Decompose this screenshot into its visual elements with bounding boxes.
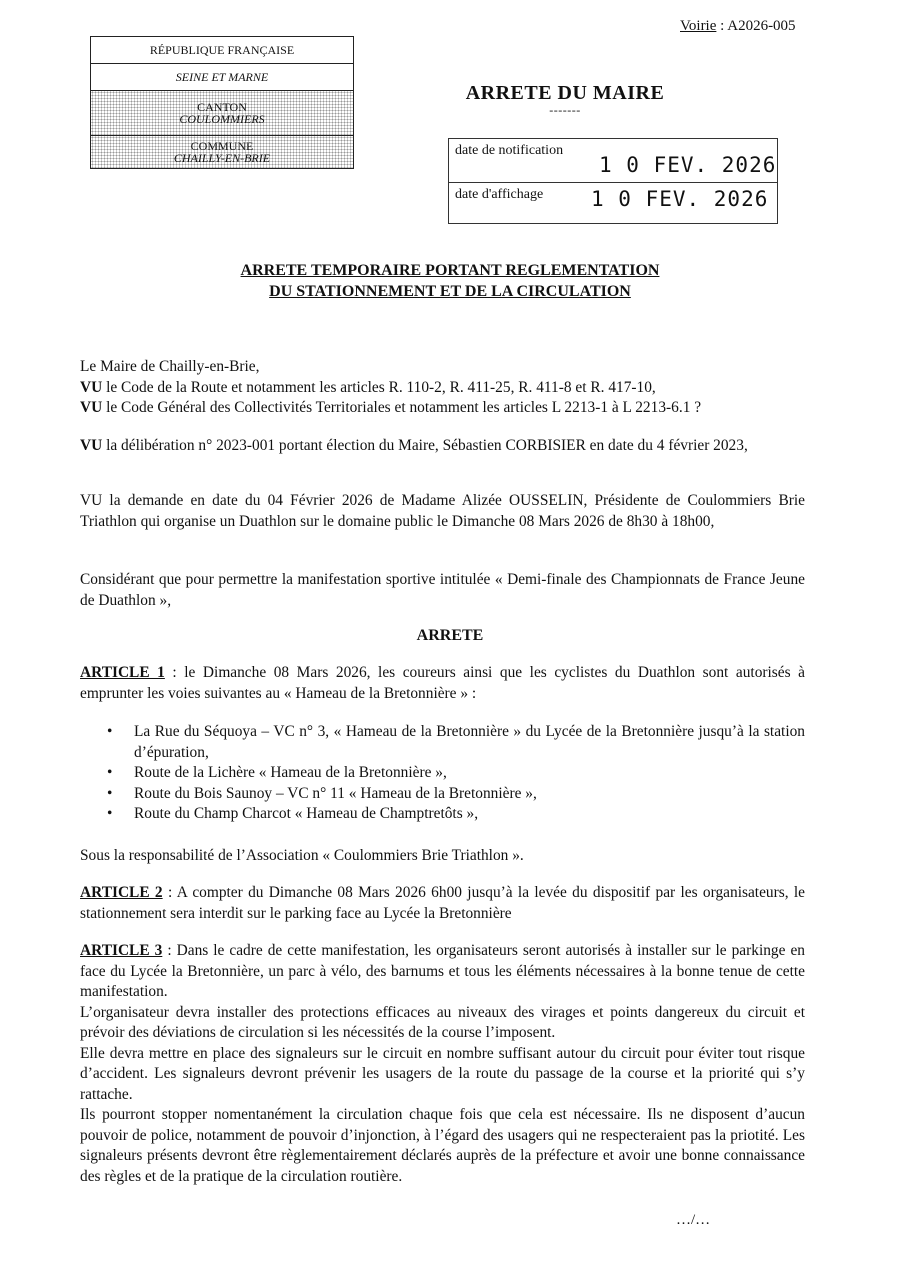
commune-cell xyxy=(90,135,354,169)
mayor-line: Le Maire de Chailly-en-Brie, xyxy=(80,358,260,375)
department-cell xyxy=(90,63,354,90)
affichage-row xyxy=(449,182,777,226)
decree-title-line1: ARRETE TEMPORAIRE PORTANT REGLEMENTATION xyxy=(240,262,660,279)
dates-box xyxy=(448,138,778,224)
responsibility-line: Sous la responsabilité de l’Association « Coulommiers Brie Triathlon ». xyxy=(80,847,524,864)
title-underline: ------- xyxy=(549,103,581,117)
commune-name: CHAILLY-EN-BRIE xyxy=(173,151,271,165)
article-3-label: ARTICLE 3 xyxy=(80,942,163,959)
vu-line-2: VU le Code Général des Collectivités Territoriales et notamment les articles L 2213-1 à L 2213-6.1 ? xyxy=(80,399,702,416)
road-item: • La Rue du Séquoya – VC n° 3, « Hameau de la Bretonnière » du Lycée de la Bretonnière jusqu’à la station d’épuration, xyxy=(80,722,805,763)
affichage-stamp: 1 0 FEV. 2026 xyxy=(591,187,769,211)
article-2-text: : A compter du Dimanche 08 Mars 2026 6h00 jusqu’à la levée du dispositif par les organisateurs, le stationnement sera interdit sur le parking face au Lycée la Bretonnière xyxy=(80,884,805,922)
road-item: • Route du Bois Saunoy – VC n° 11 « Hameau de la Bretonnière », xyxy=(80,784,805,805)
affichage-label: date d'affichage xyxy=(455,187,544,202)
republic-text: RÉPUBLIQUE FRANÇAISE xyxy=(149,43,295,57)
article-3 xyxy=(80,941,805,1187)
article-3-text: : Dans le cadre de cette manifestation, les organisateurs seront autorisés à installer sur le parkinge en face du Lycée la Bretonnière, un parc à vélo, des barnums et tous les éléments nécessaires à la bonne tenue de cette manifestation. xyxy=(80,942,805,1000)
arrete-heading: ARRETE xyxy=(416,627,484,644)
article-3-paragraph-2: L’organisateur devra installer des protections efficaces au niveaux des virages et points dangereux du circuit et prévoir des déviations de circulation si les nécessités de la course l’imposent. xyxy=(80,1003,805,1041)
notification-row xyxy=(449,139,777,182)
road-item: • Route de la Lichère « Hameau de la Bretonnière », xyxy=(80,763,805,784)
vu-line-1: VU le Code de la Route et notamment les articles R. 110-2, R. 411-25, R. 411-8 et R. 417-10, xyxy=(80,378,656,396)
decree-title-line2: DU STATIONNEMENT ET DE LA CIRCULATION xyxy=(269,283,631,300)
document-reference xyxy=(680,18,796,35)
article-2-label: ARTICLE 2 xyxy=(80,884,163,901)
notification-label: date de notification xyxy=(455,143,564,158)
notification-stamp: 1 0 FEV. 2026 xyxy=(599,153,777,177)
article-1 xyxy=(80,663,805,704)
vu-paragraph-4: VU la demande en date du 04 Février 2026 de Madame Alizée OUSSELIN, Présidente de Coulommiers Brie Triathlon qui organise un Duathlon sur le domaine public le Dimanche 08 Mars 2026 de 8h30 à 18h00, xyxy=(80,492,805,530)
republic-cell xyxy=(90,36,354,63)
continuation-mark: …/… xyxy=(676,1212,711,1228)
article-1-label: ARTICLE 1 xyxy=(80,664,165,681)
article-1-text: : le Dimanche 08 Mars 2026, les coureurs ainsi que les cyclistes du Duathlon sont autorisés à emprunter les voies suivantes au « Hameau de la Bretonnière » : xyxy=(80,664,805,702)
article-3-paragraph-4: Ils pourront stopper nomentanément la circulation chaque fois que cela est nécessaire. Ils ne disposent d’aucun pouvoir de police, notamment de pouvoir d’injonction, à l’égard des usagers qui ne respecteraient pas la priotité. Les signaleurs présents devront être règlementairement déclarés auprès de la préfecture et avoir une bonne connaissance des règles et de la pratique de la circulation routière. xyxy=(80,1106,805,1185)
reference-code: : A2026-005 xyxy=(720,18,796,34)
title-text: ARRETE DU MAIRE xyxy=(465,82,665,104)
canton-label: CANTON xyxy=(197,100,247,114)
canton-name: COULOMMIERS xyxy=(179,112,265,126)
commune-label: COMMUNE xyxy=(190,139,254,153)
article-3-paragraph-3: Elle devra mettre en place des signaleurs sur le circuit en nombre suffisant autour du circuit pour éviter tout risque d’accident. Les signaleurs devront prévenir les usagers de la route du passage de la course et la priorité qui s’y rattache. xyxy=(80,1044,805,1103)
canton-cell xyxy=(90,90,354,135)
department-text: SEINE ET MARNE xyxy=(175,70,269,84)
considerant-paragraph: Considérant que pour permettre la manifestation sportive intitulée « Demi-finale des Championnats de France Jeune de Duathlon », xyxy=(80,571,805,609)
reference-label: Voirie xyxy=(680,18,717,34)
administrative-header-box xyxy=(90,36,354,169)
article-2 xyxy=(80,883,805,924)
article-1-road-list xyxy=(80,722,805,825)
decree-title xyxy=(150,260,750,302)
road-item: • Route du Champ Charcot « Hameau de Champtretôts », xyxy=(80,804,805,825)
vu-paragraph-3: VU la délibération n° 2023-001 portant élection du Maire, Sébastien CORBISIER en date du 4 février 2023, xyxy=(80,437,748,454)
document-title xyxy=(450,82,680,115)
preamble-block xyxy=(80,357,805,419)
